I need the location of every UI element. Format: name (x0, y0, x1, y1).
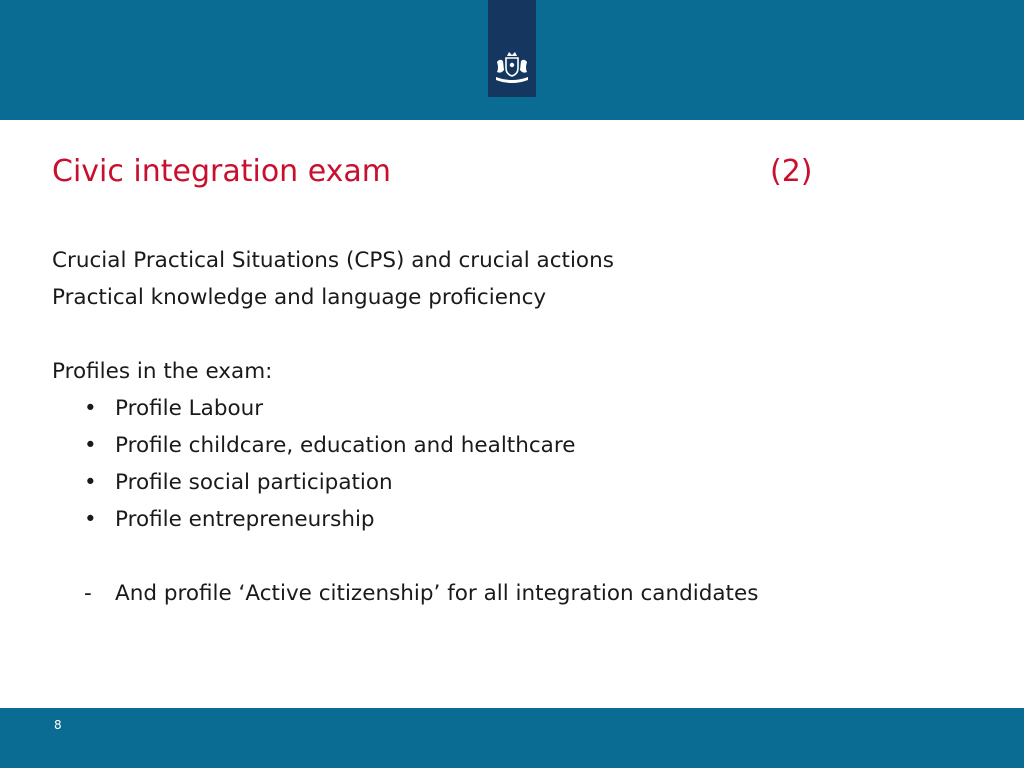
profiles-heading: Profiles in the exam: (52, 359, 273, 384)
profile-label: Profile childcare, education and healthcare (115, 433, 576, 458)
body-line-cps: Crucial Practical Situations (CPS) and crucial actions (52, 248, 614, 273)
title-text: Civic integration exam (52, 154, 392, 189)
bullet-icon: • (84, 470, 97, 495)
slide-title (52, 150, 832, 194)
list-item (52, 501, 992, 538)
body-line-knowledge: Practical knowledge and language proficiency (52, 285, 547, 310)
list-item (52, 427, 992, 464)
active-citizenship-label: And profile ‘Active citizenship’ for all integration candidates (115, 581, 759, 606)
government-logo (488, 0, 536, 97)
list-item (52, 464, 992, 501)
page-number: 8 (54, 718, 62, 732)
bullet-icon: • (84, 433, 97, 458)
dash-item (52, 575, 992, 612)
title-number: (2) (770, 154, 813, 189)
bullet-icon: • (84, 396, 97, 421)
header-band (0, 0, 1024, 120)
profile-label: Profile social participation (115, 470, 393, 495)
profile-label: Profile entrepreneurship (115, 507, 375, 532)
list-item (52, 390, 992, 427)
footer-band (0, 708, 1024, 768)
profile-label: Profile Labour (115, 396, 264, 421)
slide-body (52, 242, 992, 612)
dash-icon: - (84, 581, 92, 606)
bullet-icon: • (84, 507, 97, 532)
